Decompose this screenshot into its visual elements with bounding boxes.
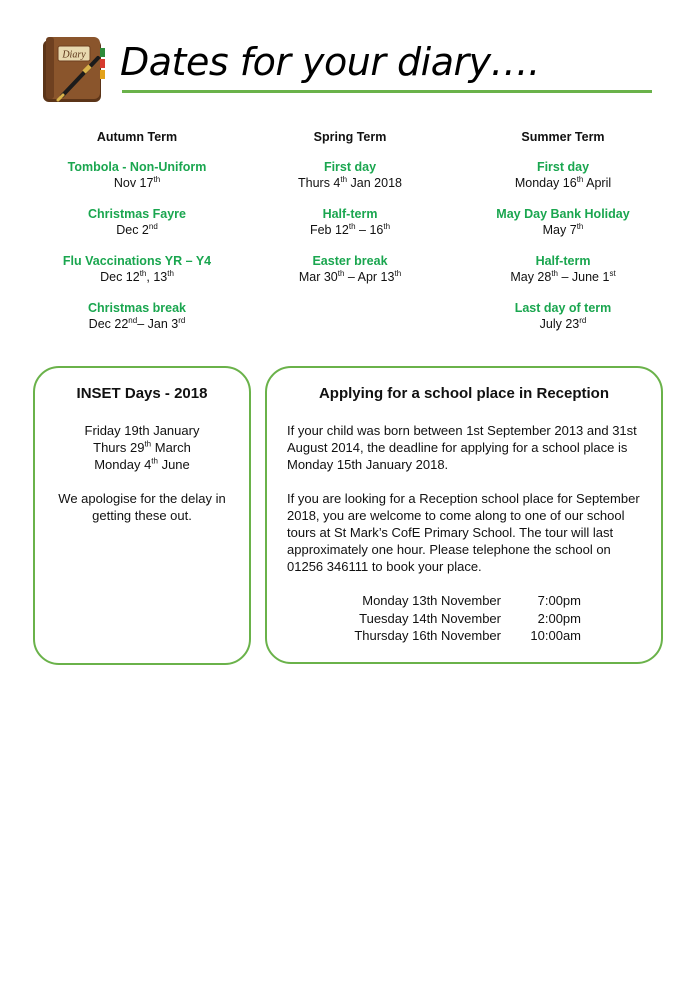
- term-event: [456, 254, 670, 301]
- inset-date: Friday 19th January: [84, 423, 200, 438]
- ordinal-suffix: th: [383, 221, 391, 231]
- ordinal-suffix: th: [394, 268, 402, 278]
- ordinal-suffix: th: [348, 221, 356, 231]
- tour-day: Tuesday 14th November: [359, 610, 501, 626]
- event-date: May 7th: [542, 221, 584, 237]
- tour-day: Thursday 16th November: [354, 628, 501, 643]
- term-heading: Autumn Term: [96, 130, 178, 144]
- term-event: [243, 160, 457, 207]
- event-date: July 23rd: [539, 315, 587, 331]
- term-event: [30, 254, 244, 301]
- event-date: May 28th – June 1st: [510, 268, 616, 284]
- ordinal-suffix: th: [151, 456, 158, 466]
- diary-book-icon: [40, 34, 106, 106]
- event-date: Dec 2nd: [116, 221, 158, 237]
- tour-time: 10:00am: [530, 628, 581, 643]
- term-event: [456, 160, 670, 207]
- term-heading: Spring Term: [313, 130, 387, 144]
- ordinal-suffix: rd: [178, 315, 186, 325]
- event-name: Flu Vaccinations YR – Y4: [62, 254, 212, 268]
- ordinal-suffix: th: [576, 174, 584, 184]
- ordinal-suffix: nd: [148, 221, 158, 231]
- event-name: May Day Bank Holiday: [496, 207, 630, 221]
- page-header: [40, 34, 660, 114]
- tour-paragraph: If you are looking for a Reception school place for September 2018, you are welcome to come along to one of our school tours at St Mark’s CofE Primary School. The tour will last approximately one hour. Please telephone the school on 01256 346111 to book your place.: [287, 491, 640, 574]
- term-event: [456, 301, 670, 348]
- inset-dates: [35, 422, 249, 473]
- ordinal-suffix: th: [337, 268, 345, 278]
- event-name: First day: [536, 160, 590, 174]
- tour-row: [267, 627, 661, 645]
- inset-date: Thurs 29th March: [93, 439, 191, 455]
- tour-time: 7:00pm: [537, 593, 581, 608]
- tour-row: [267, 592, 661, 610]
- inset-date: Monday 4th June: [94, 456, 190, 472]
- term-event: [30, 301, 244, 348]
- term-event: [30, 207, 244, 254]
- term-event: [456, 207, 670, 254]
- inset-title: INSET Days - 2018: [76, 385, 208, 402]
- tour-day: Monday 13th November: [362, 593, 501, 608]
- ordinal-suffix: rd: [579, 315, 587, 325]
- inset-days-box: [33, 366, 251, 665]
- school-place-box: [265, 366, 663, 664]
- event-name: First day: [323, 160, 377, 174]
- term-column: [243, 128, 457, 301]
- page-title: Dates for your diary….: [120, 40, 540, 84]
- title-underline: [122, 90, 652, 93]
- term-column: [30, 128, 244, 348]
- ordinal-suffix: th: [551, 268, 558, 278]
- tour-time: 2:00pm: [537, 610, 581, 626]
- ordinal-suffix: th: [167, 268, 174, 278]
- event-date: Thurs 4th Jan 2018: [298, 174, 402, 190]
- ordinal-suffix: th: [576, 221, 584, 231]
- tour-schedule: [267, 592, 661, 645]
- term-event: [30, 160, 244, 207]
- svg-text:Diary: Diary: [62, 49, 86, 61]
- ordinal-suffix: th: [153, 174, 161, 184]
- event-name: Half-term: [535, 254, 591, 268]
- event-name: Christmas Fayre: [88, 207, 186, 221]
- ordinal-suffix: th: [144, 439, 152, 449]
- event-date: Mar 30th – Apr 13th: [298, 268, 402, 284]
- event-name: Half-term: [322, 207, 378, 221]
- tour-row: [267, 610, 661, 628]
- school-place-title: Applying for a school place in Reception: [318, 385, 610, 402]
- term-event: [243, 207, 457, 254]
- deadline-paragraph: If your child was born between 1st September 2013 and 31st August 2014, the deadline for applying for a school place is Monday 15th January 2018.: [287, 423, 637, 472]
- ordinal-suffix: th: [340, 174, 348, 184]
- event-name: Last day of term: [514, 301, 612, 315]
- event-date: Nov 17th: [113, 174, 161, 190]
- event-date: Dec 12th, 13th: [100, 268, 174, 284]
- event-date: Monday 16th April: [514, 174, 612, 190]
- event-name: Tombola - Non-Uniform: [67, 160, 207, 174]
- event-name: Easter break: [312, 254, 388, 268]
- term-heading: Summer Term: [521, 130, 605, 144]
- event-date: Dec 22nd– Jan 3rd: [88, 315, 186, 331]
- event-date: Feb 12th – 16th: [309, 221, 391, 237]
- term-column: [456, 128, 670, 348]
- term-event: [243, 254, 457, 301]
- inset-note: We apologise for the delay in getting these out.: [58, 491, 226, 523]
- event-name: Christmas break: [88, 301, 186, 315]
- ordinal-suffix: st: [609, 268, 616, 278]
- ordinal-suffix: th: [139, 268, 147, 278]
- ordinal-suffix: nd: [128, 315, 138, 325]
